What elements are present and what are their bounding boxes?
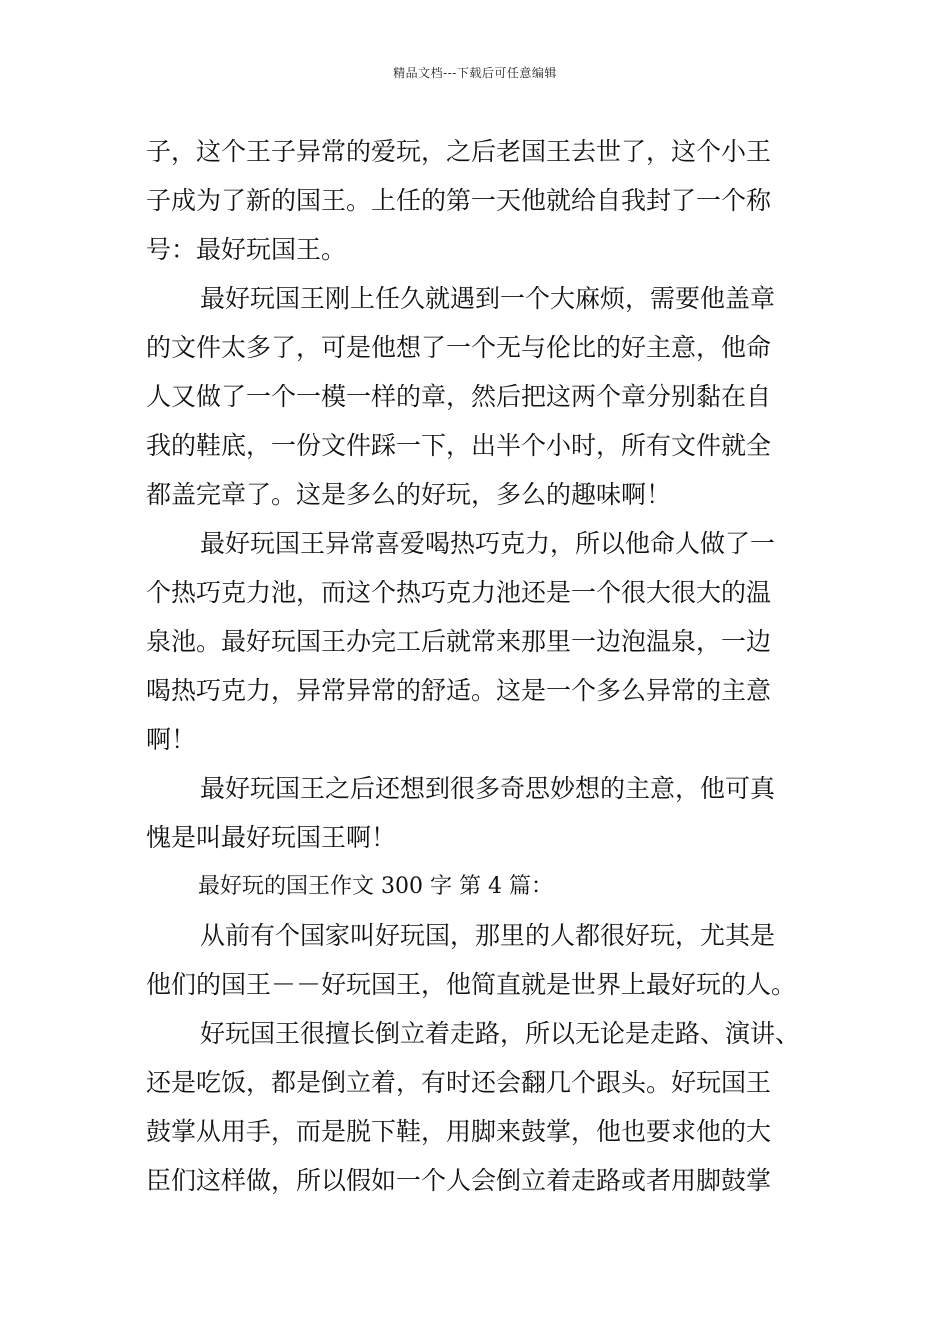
text-line: 人又做了一个一模一样的章，然后把这两个章分别黏在自 — [146, 382, 772, 411]
text-line: 臣们这样做，所以假如一个人会倒立着走路或者用脚鼓掌 — [146, 1166, 772, 1195]
document-body — [146, 127, 826, 1205]
text-line: 愧是叫最好玩国王啊！ — [146, 823, 397, 852]
paragraph-start-line: 最好玩国王刚上任久就遇到一个大麻烦，需要他盖章 — [200, 284, 776, 313]
paragraph-start-line: 从前有个国家叫好玩国，那里的人都很好玩，尤其是 — [200, 921, 776, 950]
section-heading: 最好玩的国王作文 300 字 第 4 篇： — [198, 874, 553, 899]
page-header: 精品文档---下载后可任意编辑 — [393, 66, 557, 80]
text-line: 他们的国王－－好玩国王，他简直就是世界上最好玩的人。 — [146, 970, 797, 999]
text-line: 喝热巧克力，异常异常的舒适。这是一个多么异常的主意 — [146, 676, 772, 705]
paragraph-start-line: 好玩国王很擅长倒立着走路，所以无论是走路、演讲、 — [200, 1019, 801, 1048]
text-line: 子，这个王子异常的爱玩，之后老国王去世了，这个小王 — [146, 137, 772, 166]
text-line: 号：最好玩国王。 — [146, 235, 347, 264]
text-line: 子成为了新的国王。上任的第一天他就给自我封了一个称 — [146, 186, 772, 215]
text-line: 啊！ — [146, 725, 197, 754]
text-line: 还是吃饭，都是倒立着，有时还会翻几个跟头。好玩国王 — [146, 1068, 772, 1097]
text-line: 个热巧克力池，而这个热巧克力池还是一个很大很大的温 — [146, 578, 772, 607]
text-line: 鼓掌从用手，而是脱下鞋，用脚来鼓掌，他也要求他的大 — [146, 1117, 772, 1146]
text-line: 都盖完章了。这是多么的好玩，多么的趣味啊！ — [146, 480, 672, 509]
paragraph-start-line: 最好玩国王之后还想到很多奇思妙想的主意，他可真 — [200, 774, 776, 803]
text-line: 我的鞋底，一份文件踩一下，出半个小时，所有文件就全 — [146, 431, 772, 460]
paragraph-start-line: 最好玩国王异常喜爱喝热巧克力，所以他命人做了一 — [200, 529, 776, 558]
text-line: 泉池。最好玩国王办完工后就常来那里一边泡温泉，一边 — [146, 627, 772, 656]
text-line: 的文件太多了，可是他想了一个无与伦比的好主意，他命 — [146, 333, 772, 362]
